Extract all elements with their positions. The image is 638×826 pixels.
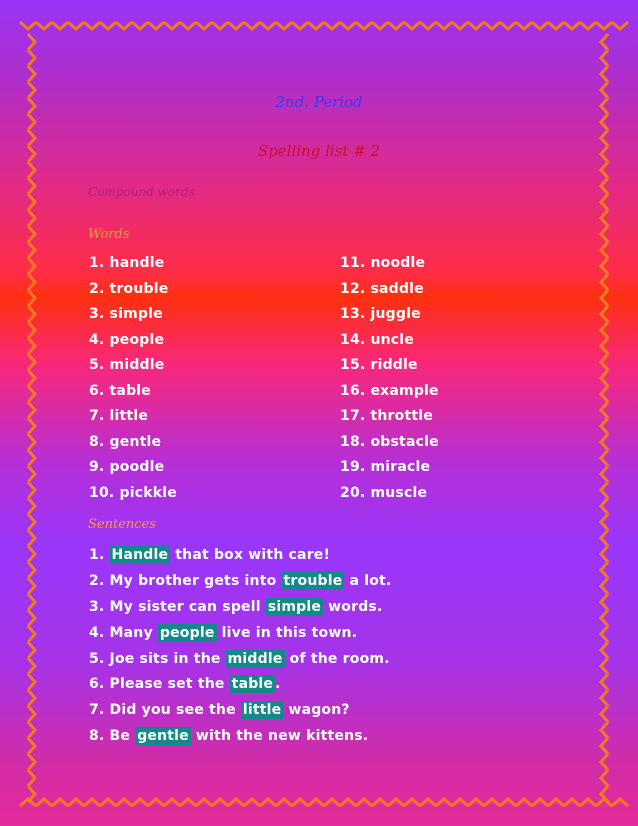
sentence-text: .	[275, 676, 281, 692]
word-item: 11. noodle	[340, 255, 426, 271]
highlighted-spelling-word: gentle	[137, 728, 189, 744]
word-item: 14. uncle	[340, 332, 415, 348]
sentence-line	[89, 547, 330, 563]
sentence-text: words.	[323, 599, 383, 615]
word-item: 2. trouble	[89, 281, 169, 297]
sentence-text: 8. Be	[89, 728, 136, 744]
sentence-text: a lot.	[344, 573, 392, 589]
sentence-line	[89, 676, 281, 692]
highlighted-spelling-word: little	[242, 702, 282, 718]
sentence-line	[89, 573, 391, 589]
sentence-line	[89, 702, 350, 718]
word-item: 19. miracle	[340, 459, 431, 475]
sentence-line	[89, 599, 382, 615]
word-item: 9. poodle	[89, 459, 165, 475]
word-item: 8. gentle	[89, 434, 162, 450]
sentences-section-label: Sentences	[88, 517, 156, 532]
highlighted-spelling-word: simple	[267, 599, 322, 615]
sentence-text: 2. My brother gets into	[89, 573, 282, 589]
sentence-line	[89, 728, 368, 744]
sentence-line	[89, 651, 390, 667]
highlighted-spelling-word: table	[231, 676, 274, 692]
word-item: 20. muscle	[340, 485, 428, 501]
sentence-text: 5. Joe sits in the	[89, 651, 226, 667]
sentence-text: with the new kittens.	[190, 728, 369, 744]
word-item: 7. little	[89, 408, 149, 424]
word-item: 6. table	[89, 383, 151, 399]
period-heading: 2nd. Period	[275, 93, 363, 111]
sentence-text: 6. Please set the	[89, 676, 230, 692]
word-item: 13. juggle	[340, 306, 421, 322]
highlighted-spelling-word: trouble	[283, 573, 343, 589]
sentence-text: 4. Many	[89, 625, 158, 641]
sentence-text: of the room.	[284, 651, 390, 667]
word-item: 1. handle	[89, 255, 165, 271]
word-item: 10. pickkle	[89, 485, 177, 501]
sentence-line	[89, 625, 357, 641]
word-item: 15. riddle	[340, 357, 418, 373]
spelling-list-title: Spelling list # 2	[257, 142, 381, 160]
highlighted-spelling-word: people	[159, 625, 215, 641]
highlighted-spelling-word: middle	[227, 651, 283, 667]
word-item: 17. throttle	[340, 408, 433, 424]
sentence-text: 3. My sister can spell	[89, 599, 266, 615]
word-item: 12. saddle	[340, 281, 424, 297]
compound-words-subtitle: Compound words	[88, 185, 195, 199]
word-item: 5. middle	[89, 357, 165, 373]
word-item: 4. people	[89, 332, 165, 348]
sentence-text: 1.	[89, 547, 110, 563]
sentence-text: live in this town.	[216, 625, 358, 641]
sentence-text: 7. Did you see the	[89, 702, 241, 718]
word-item: 16. example	[340, 383, 439, 399]
words-section-label: Words	[88, 227, 130, 242]
word-item: 3. simple	[89, 306, 163, 322]
highlighted-spelling-word: Handle	[111, 547, 169, 563]
sentence-text: that box with care!	[170, 547, 331, 563]
word-item: 18. obstacle	[340, 434, 439, 450]
sentence-text: wagon?	[283, 702, 350, 718]
